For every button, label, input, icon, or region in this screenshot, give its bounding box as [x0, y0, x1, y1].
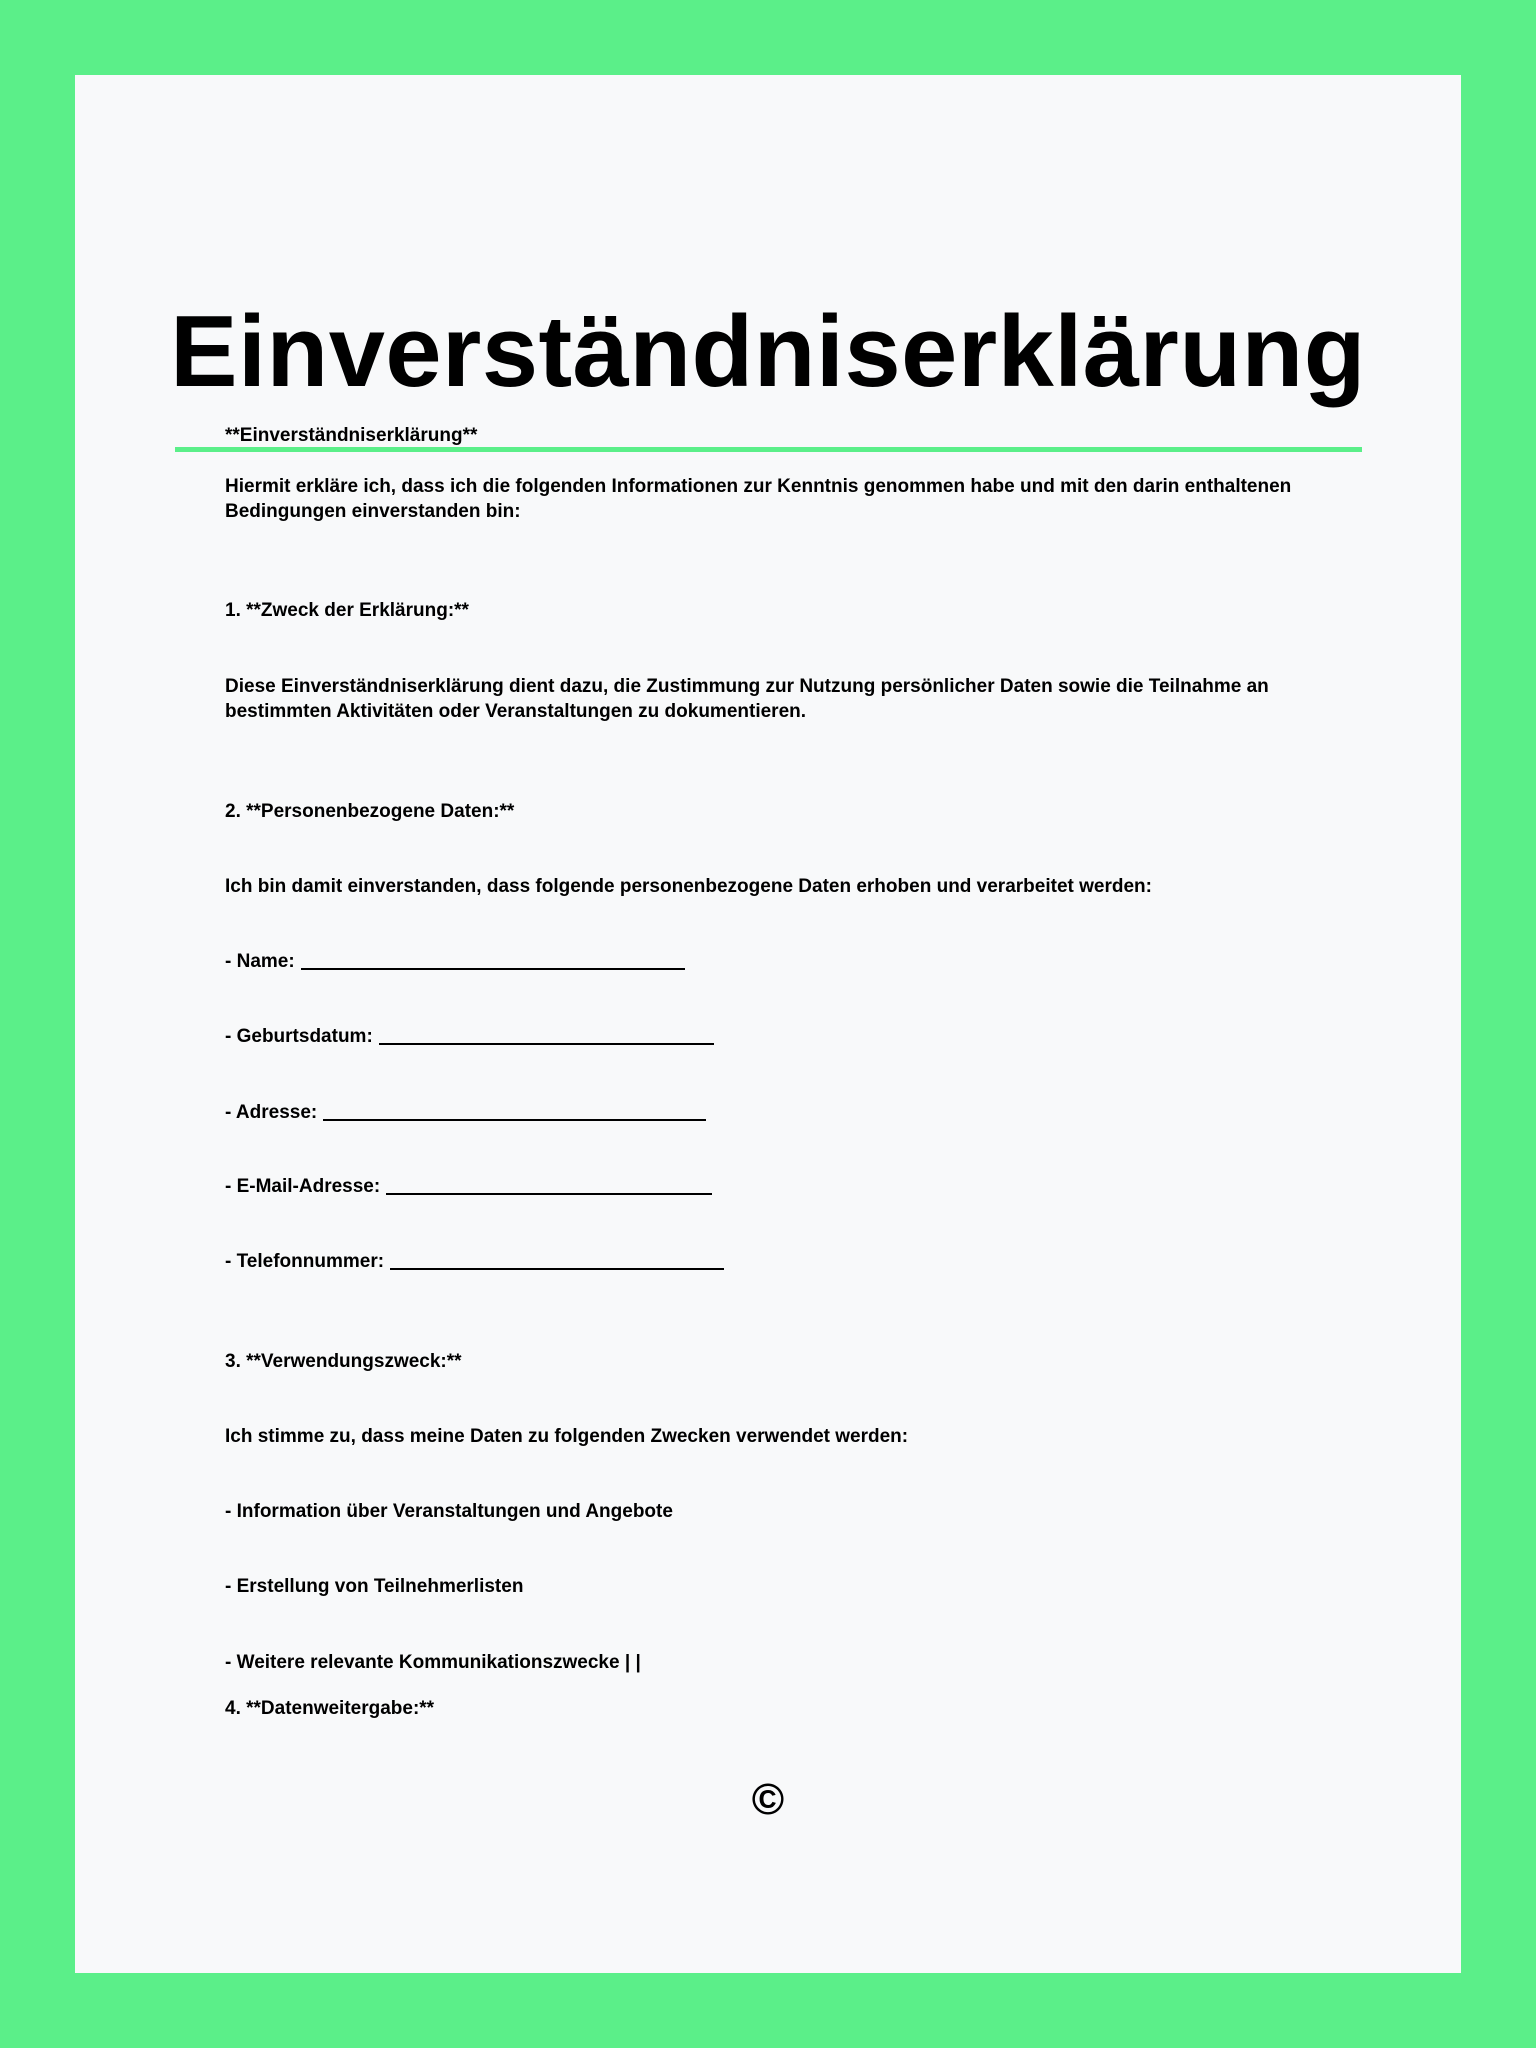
field-phone-blank[interactable] — [390, 1254, 724, 1270]
purpose-item-2: - Erstellung von Teilnehmerlisten — [225, 1576, 524, 1597]
section-2-body: Ich bin damit einverstanden, dass folgende personenbezogene Daten erhoben und verarbeitet werden: — [225, 876, 1152, 897]
field-birthdate-blank[interactable] — [379, 1029, 714, 1045]
purpose-item-1: - Information über Veranstaltungen und Angebote — [225, 1501, 673, 1522]
field-email-blank[interactable] — [386, 1179, 712, 1195]
field-name-label: - Name: — [225, 951, 295, 972]
field-address-row — [225, 1100, 1365, 1125]
section-1-body-line-1: Diese Einverständniserklärung dient dazu, die Zustimmung zur Nutzung persönlicher Daten sowie die Teilnahme an — [225, 676, 1269, 697]
field-email-label: - E-Mail-Adresse: — [225, 1176, 381, 1197]
field-phone-label: - Telefonnummer: — [225, 1251, 385, 1272]
document-title: Einverständniserklärung — [170, 296, 1366, 408]
section-1-body-line-2: bestimmten Aktivitäten oder Veranstaltungen zu dokumentieren. — [225, 701, 807, 722]
intro-line-1: Hiermit erkläre ich, dass ich die folgenden Informationen zur Kenntnis genommen habe und mit den darin enthaltenen — [225, 476, 1292, 497]
section-4-heading: 4. **Datenweitergabe:** — [225, 1698, 435, 1719]
section-1-heading: 1. **Zweck der Erklärung:** — [225, 600, 469, 621]
section-2-heading: 2. **Personenbezogene Daten:** — [225, 801, 515, 822]
section-3-body: Ich stimme zu, dass meine Daten zu folgenden Zwecken verwendet werden: — [225, 1426, 909, 1447]
intro-line-2: Bedingungen einverstanden bin: — [225, 501, 521, 522]
document-page — [75, 75, 1461, 1973]
field-birthdate-row — [225, 1024, 1365, 1049]
subtitle: **Einverständniserklärung** — [225, 425, 478, 446]
field-phone-row — [225, 1249, 1365, 1274]
field-name-row — [225, 949, 1365, 974]
field-email-row — [225, 1174, 1365, 1199]
copyright-icon: © — [751, 1775, 785, 1824]
field-birthdate-label: - Geburtsdatum: — [225, 1026, 373, 1047]
field-name-blank[interactable] — [301, 954, 685, 970]
field-address-label: - Adresse: — [225, 1102, 318, 1123]
field-address-blank[interactable] — [323, 1105, 706, 1121]
purpose-item-3: - Weitere relevante Kommunikationszwecke | | — [225, 1652, 641, 1673]
section-3-heading: 3. **Verwendungszweck:** — [225, 1351, 462, 1372]
